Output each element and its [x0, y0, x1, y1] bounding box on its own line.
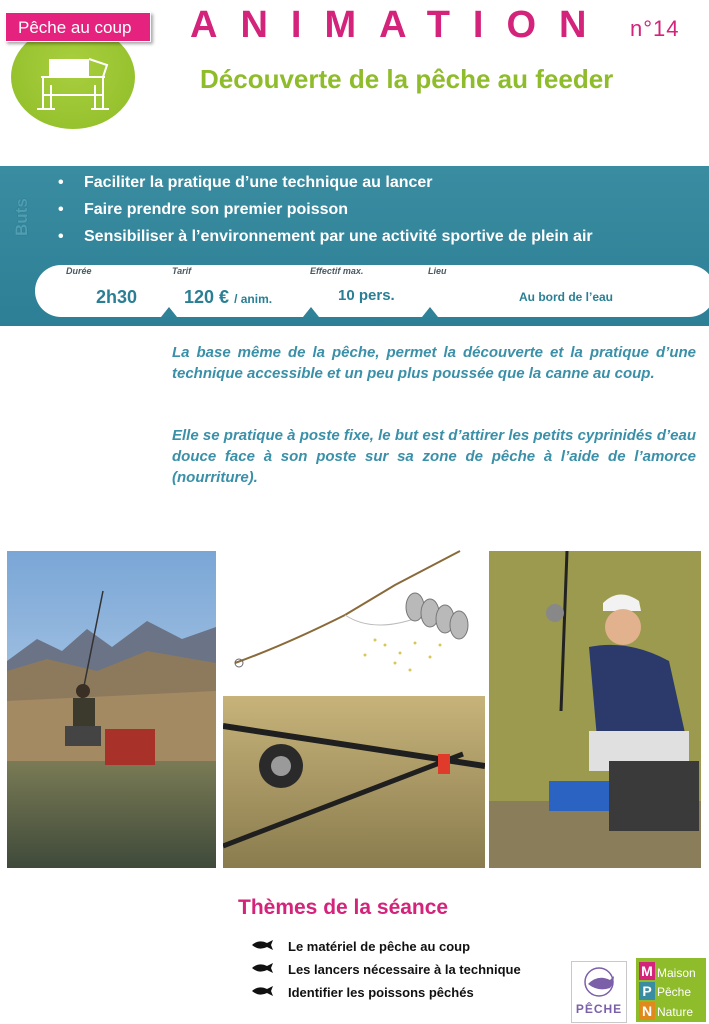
goal-item: • Sensibiliser à l’environnement par une activité sportive de plein air	[58, 228, 593, 245]
logo-initial: N	[639, 1002, 655, 1020]
maison-peche-nature-logo	[636, 958, 706, 1022]
logo-word: Maison	[657, 966, 696, 980]
logo-initial: P	[639, 982, 655, 1000]
photo-fisherman-lake	[7, 551, 216, 868]
federation-logo-text: PÊCHE	[575, 1002, 623, 1016]
page-subtitle: Découverte de la pêche au feeder	[200, 64, 614, 94]
price-label: Tarif	[172, 266, 192, 276]
theme-item	[250, 958, 521, 981]
goal-text: Faire prendre son premier poisson	[84, 201, 349, 218]
pill-notch	[161, 307, 177, 317]
themes-title: Thèmes de la séance	[238, 896, 449, 919]
goal-item: • Faire prendre son premier poisson	[58, 201, 349, 218]
theme-text: Identifier les poissons pêchés	[288, 985, 474, 1000]
logo-word: Pêche	[657, 985, 692, 999]
photo-angler-seated	[489, 551, 701, 868]
duration-value: 2h30	[96, 287, 138, 307]
fish-icon	[250, 985, 288, 1000]
place-value: Au bord de l’eau	[519, 290, 614, 304]
description-paragraph-2: Elle se pratique à poste fixe, le but est d’attirer les petits cyprinidés d’eau douce face à son poste sur sa zone de pêche à l’aide de l’amorce (nourriture).	[172, 427, 696, 486]
themes-list	[250, 935, 521, 1004]
price-unit: / anim.	[234, 292, 273, 306]
fishing-seat-icon	[33, 55, 113, 115]
goal-text: Faciliter la pratique d’une technique au lancer	[84, 174, 433, 191]
logo-initial: M	[639, 962, 655, 980]
theme-text: Les lancers nécessaire à la technique	[288, 962, 521, 977]
description-paragraph-1: La base même de la pêche, permet la découverte et la pratique d’une technique accessible et un peu plus poussée que la canne au coup.	[172, 344, 696, 382]
place-label: Lieu	[428, 266, 447, 276]
photo-feeder-rig	[225, 545, 483, 693]
page-title: ANIMATION	[190, 4, 610, 46]
goal-text: Sensibiliser à l’environnement par une activité sportive de plein air	[84, 228, 593, 245]
fish-icon	[250, 939, 288, 954]
goal-item: • Faciliter la pratique d’une technique au lancer	[58, 174, 433, 191]
animation-number: n°14	[630, 16, 680, 41]
category-badge: Pêche au coup	[5, 12, 151, 42]
pill-notch	[422, 307, 438, 317]
fish-emblem-icon	[572, 962, 626, 1002]
goals-list	[58, 174, 593, 255]
capacity-value	[338, 287, 395, 305]
theme-text: Le matériel de pêche au coup	[288, 939, 471, 954]
pill-notch	[303, 307, 319, 317]
duration-label: Durée	[66, 266, 92, 276]
theme-item	[250, 935, 521, 958]
goals-label: Buts	[12, 198, 31, 236]
federation-logo	[571, 961, 627, 1023]
capacity-label: Effectif max.	[310, 266, 364, 276]
logo-word: Nature	[657, 1005, 694, 1019]
theme-item	[250, 981, 521, 1004]
capacity-text: 10 pers.	[338, 287, 395, 304]
fish-icon	[250, 962, 288, 977]
photo-reel-rod	[223, 696, 485, 868]
price-value	[184, 287, 272, 308]
price-amount: 120 €	[184, 287, 230, 307]
